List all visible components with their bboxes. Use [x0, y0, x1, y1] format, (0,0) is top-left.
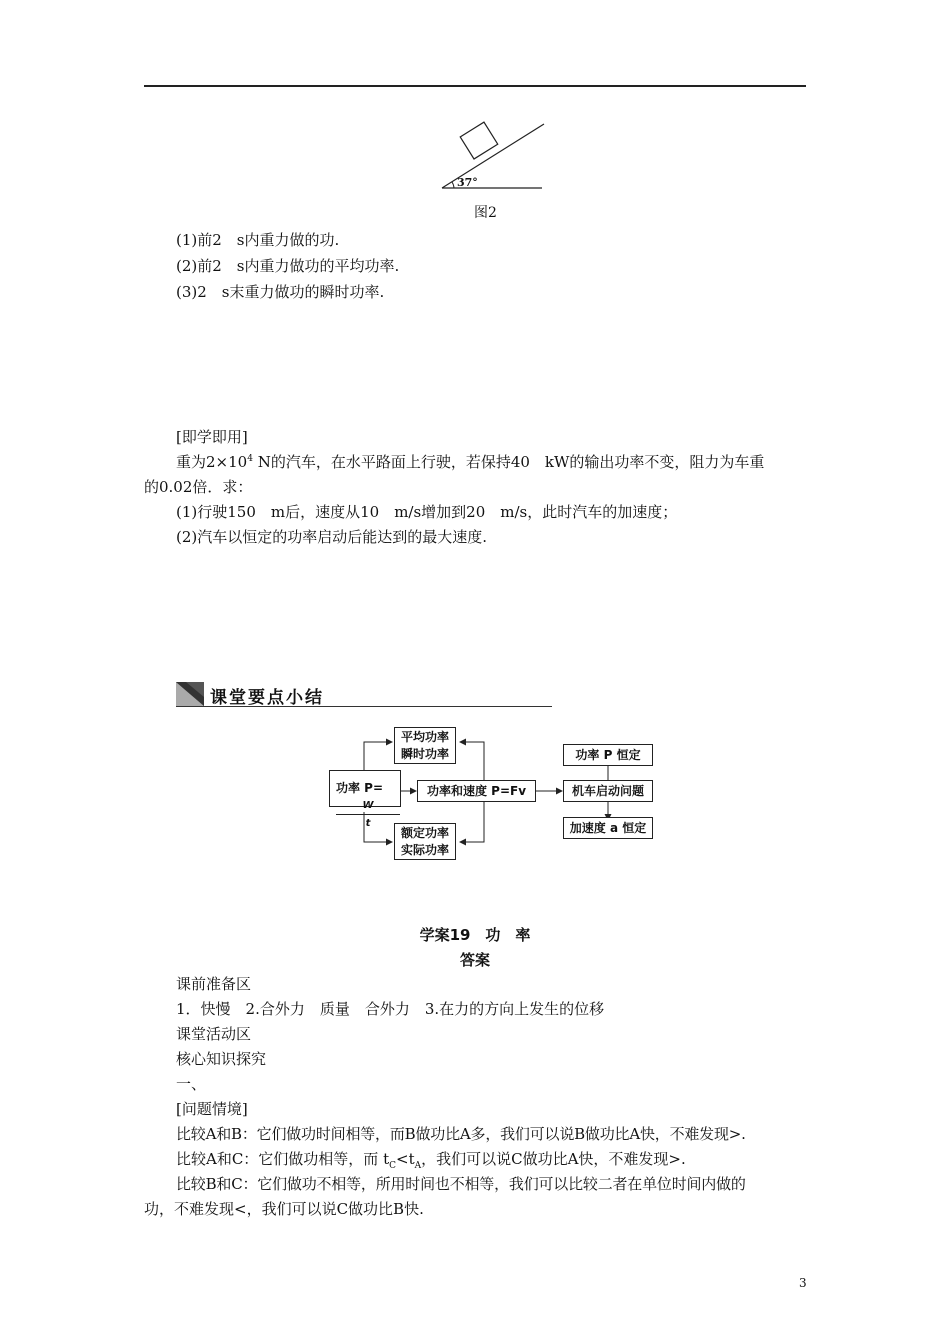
summary-underline	[176, 706, 552, 707]
angle-label: 37°	[457, 176, 478, 189]
answer-line-8: 比较B和C：它们做功不相等，所用时间也不相等，我们可以比较二者在单位时间内做的	[176, 1175, 746, 1193]
incline-figure	[430, 118, 560, 194]
practice-heading: [即学即用]	[176, 428, 248, 446]
answer-line-2: 1．快慢 2.合外力 质量 合外力 3.在力的方向上发生的位移	[176, 1000, 605, 1018]
box-average-instant-power: 平均功率 瞬时功率	[394, 727, 456, 764]
section-corner-icon	[176, 682, 204, 706]
box-constant-power: 功率 P 恒定	[563, 744, 653, 766]
answer-line-4: 核心知识探究	[176, 1050, 267, 1068]
answer-line-6: [问题情境]	[176, 1100, 248, 1118]
box-constant-acceleration: 加速度 a 恒定	[563, 817, 653, 839]
summary-title: 课堂要点小结	[210, 688, 324, 708]
practice-q1: (1)行驶150 m后，速度从10 m/s增加到20 m/s，此时汽车的加速度；	[176, 503, 678, 521]
figure-caption: 图2	[474, 205, 497, 221]
practice-line-2: 的0.02倍．求：	[144, 478, 253, 496]
practice-q2: (2)汽车以恒定的功率启动后能达到的最大速度.	[176, 528, 488, 546]
problem-part-3: (3)2 s末重力做功的瞬时功率.	[176, 283, 385, 301]
answer-line-7: 比较A和B：它们做功时间相等，而B做功比A多，我们可以说B做功比A快，不难发现>.	[176, 1125, 746, 1143]
answer-line-1: 课前准备区	[176, 975, 252, 993]
answer-title: 学案19 功 率	[419, 926, 531, 944]
box-locomotive-start: 机车启动问题	[563, 780, 653, 802]
problem-part-2: (2)前2 s内重力做功的平均功率.	[176, 257, 400, 275]
box-power-speed: 功率和速度 P=Fv	[417, 780, 536, 802]
box-power-definition: 功率 P= W t	[329, 770, 401, 807]
answer-subtitle: 答案	[459, 951, 490, 969]
box-rated-actual-power: 额定功率 实际功率	[394, 823, 456, 860]
answer-line-3: 课堂活动区	[176, 1025, 252, 1043]
practice-line-1: 重为$2\times 10^4$ N的汽车，在水平路面上行驶，若保持40 kW的输出功率不变，阻力为车重	[176, 453, 765, 471]
summary-section-header	[176, 682, 552, 708]
answer-line-ac: 比较A和C：它们做功相等，而 $t_C<t_A$，我们可以说C做功比A快，不难发现>.	[176, 1150, 686, 1171]
problem-part-1: (1)前2 s内重力做的功.	[176, 231, 340, 249]
page-number: 3	[799, 1276, 807, 1290]
answer-line-9: 功，不难发现<，我们可以说C做功比B快.	[144, 1200, 424, 1218]
block	[460, 122, 498, 159]
header-rule	[144, 85, 806, 87]
answer-line-5: 一、	[176, 1075, 207, 1093]
